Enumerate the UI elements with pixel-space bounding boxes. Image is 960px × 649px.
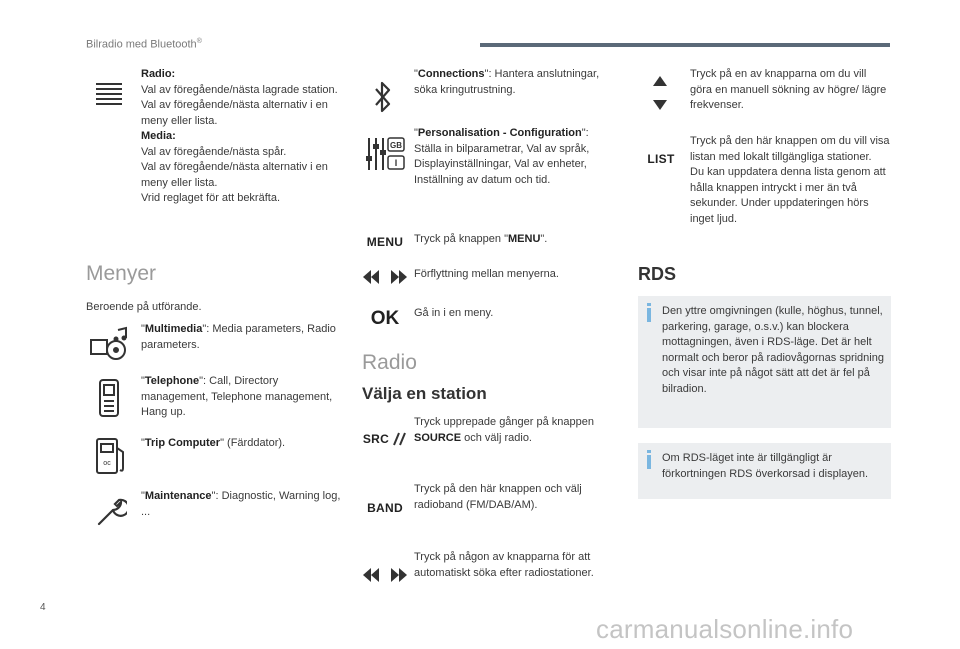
- frequency-search-description: Tryck på en av knapparna om du vill göra en manuell sökning av högre/ lägre frekvenser.: [690, 68, 887, 111]
- list-description: Tryck på den här knappen om du vill visa listan med lokalt tillgängliga stationer. Du kan uppdatera denna lista genom att hålla knappen intryckt i mer än två sekunder. Under uppdateringen hörs inget ljud.: [690, 135, 890, 225]
- media-label: Media:: [141, 130, 176, 142]
- station-heading: Välja en station: [362, 384, 487, 403]
- band-button-icon: BAND: [367, 501, 403, 515]
- seek-arrows-icon: [362, 566, 408, 584]
- menyer-heading: Menyer: [86, 262, 157, 285]
- ok-button-icon: OK: [370, 308, 400, 329]
- svg-text:I: I: [394, 158, 398, 168]
- wrench-icon: [92, 493, 128, 529]
- watermark: carmanualsonline.info: [596, 614, 854, 644]
- svg-text:oc: oc: [103, 460, 111, 467]
- ok-description: Gå in i en meny.: [414, 307, 494, 319]
- source-description: Tryck upprepade gånger på knappen SOURCE och välj radio.: [414, 416, 594, 444]
- menyer-intro: Beroende på utförande.: [86, 301, 202, 313]
- list-button-icon: LIST: [647, 152, 675, 166]
- source-button-icon: SRC: [362, 430, 408, 448]
- band-description: Tryck på den här knappen och välj radioband (FM/DAB/AM).: [414, 483, 582, 511]
- connections-description: "Connections": Hantera anslutningar, söka kringutrustning.: [414, 68, 600, 96]
- info-icon: [647, 308, 651, 322]
- maintenance-description: "Maintenance": Diagnostic, Warning log, ...: [141, 490, 341, 518]
- radio-media-description: Radio: Val av föregående/nästa lagrade station. Val av föregående/nästa alternativ i en meny eller lista. Media: Val av föregående/nästa spår. Val av föregående/nästa alternativ i en meny eller lista. Vrid reglaget för att bekräfta.: [141, 68, 338, 204]
- menu-button-icon: MENU: [366, 235, 404, 249]
- multimedia-description: "Multimedia": Media parameters, Radio parameters.: [141, 323, 336, 351]
- telephone-description: "Telephone": Call, Directory management, Telephone management, Hang up.: [141, 375, 333, 418]
- seek-description: Tryck på någon av knapparna för att automatiskt söka efter radiostationer.: [414, 551, 594, 579]
- bluetooth-icon: [372, 78, 394, 116]
- radio-label: Radio:: [141, 68, 176, 80]
- page-number: 4: [40, 602, 46, 613]
- info-icon: [647, 455, 651, 469]
- settings-sliders-icon: [364, 134, 406, 174]
- running-header: Bilradio med Bluetooth®: [86, 38, 202, 51]
- multimedia-icon: [88, 326, 130, 360]
- info-box-rds-unavailable: Om RDS-läget inte är tillgängligt är förkortningen RDS överkorsad i displayen.: [638, 443, 891, 499]
- trip-computer-description: "Trip Computer" (Färddator).: [141, 437, 286, 449]
- menu-description: Tryck på knappen "MENU".: [414, 233, 548, 245]
- list-scroll-icon: [92, 80, 126, 106]
- navigation-description: Förflyttning mellan menyerna.: [414, 268, 559, 280]
- rds-heading: RDS: [638, 264, 677, 284]
- personalisation-description: "Personalisation - Configuration": Ställa in bilparametrar, Val av språk, Displayinställningar, Val av enheter, Inställning av datum och tid.: [414, 127, 590, 186]
- telephone-icon: [94, 378, 124, 418]
- header-bar: [480, 43, 890, 47]
- svg-text:GB: GB: [390, 141, 402, 150]
- up-down-arrows-icon: [648, 74, 672, 112]
- fuel-pump-icon: [92, 436, 128, 476]
- info-box-rds-reception: Den yttre omgivningen (kulle, höghus, tunnel, parkering, garage, o.s.v.) kan blockera mottagningen, även i RDS-läge. Det är helt normalt och beror på radiovågornas spridning och visar inte på något sätt att det är fel på bilradion.: [638, 296, 891, 428]
- left-right-arrows-icon: [362, 268, 408, 286]
- radio-heading: Radio: [362, 351, 417, 374]
